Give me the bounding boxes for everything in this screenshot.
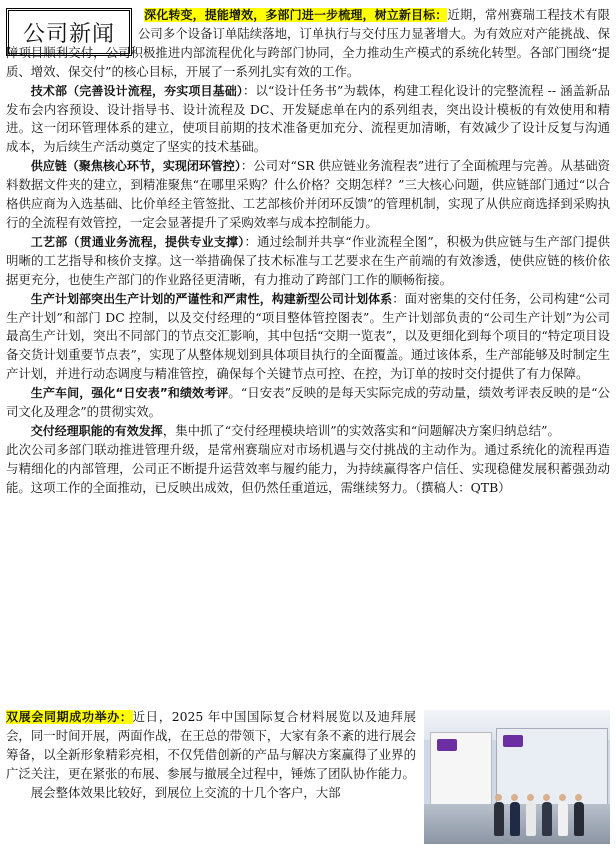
lead-text: 近期，常州赛瑞工程技术有限公司多个设备订单陆续落地，订单执行与交付压力显著增大。为有效应对产能挑战、保障项目顺利交付，公司积极推进内部流程优化与跨部门协同，全力推动生产模式的系统化转型。各部门围绕“提质、增效、保交付”的核心目标，开展了一系列扎实有效的工作。 [6,7,610,79]
lead-headline: 深化转变，提能增效，多部门进一步梳理，树立新目标： [144,8,448,22]
title-spacer [6,6,138,42]
booth-logo-icon [503,735,523,747]
photo-person-head [543,794,550,801]
delivery-paragraph [6,422,610,441]
craft-paragraph [6,233,610,290]
exhibition-text: 近日，2025 年中国国际复合材料展览以及迪拜展会，同一时间开展，两面作战，在王总的带领下，大家有条不紊的进行展会筹备，以全新形象精彩亮相，不仅凭借创新的产品与解决方案赢得了业界的广泛关注，更在紧张的布展、参展与撤展全过程中，锤炼了团队协作能力。 [6,709,416,781]
tech-paragraph [6,82,610,158]
section-title: 公司新闻 [22,21,115,47]
photo-person-head [559,794,566,801]
craft-heading: 工艺部（贯通业务流程，提供专业支撑） [30,234,245,249]
plan-heading: 生产计划部突出生产计划的严谨性和严肃性，构建新型公司计划体系 [30,291,393,306]
workshop-paragraph [6,384,610,422]
supply-paragraph [6,157,610,233]
exhibition-heading: 双展会同期成功举办： [6,710,133,724]
plan-paragraph [6,290,610,385]
photo-person-head [511,794,518,801]
tech-text: ：以“设计任务书”为载体，构建工程化设计的完整流程 -- 涵盖新品发布会内容预设、设计指导书、设计流程及 DC、开发疑虑单在内的系列组表，突出设计模板的有效使用和精进。这一闭环管理体系的建立，使项目前期的技术准备更加充分、流程更加清晰，有效减少了设计反复与沟通成本，为后续生产活动奠定了坚实的技术基础。 [6,82,610,155]
booth-logo-icon [437,739,457,751]
delivery-text: ，集中抓了“交付经理模块培训”的实效落实和“问题解决方案归纳总结”。 [162,422,560,438]
summary-paragraph: 此次公司多部门联动推进管理升级，是常州赛瑞应对市场机遇与交付挑战的主动作为。通过系统化的流程再造与精细化的内部管理，公司正不断提升运营效率与履约能力，为持续赢得客户信任、实现稳健发展积蓄强劲动能。这项工作的全面推动，已反映出成效，但仍然任重道远，需继续努力。（撰稿人：QTB） [6,441,610,495]
workshop-text: 。“日安表”反映的是每天实际完成的劳动量，绩效考评表反映的是“公司文化及理念”的贯彻实效。 [6,385,610,420]
exhibition-booth-photo [424,710,610,844]
photo-person [574,802,584,836]
photo-person [542,802,552,836]
plan-text: ：面对密集的交付任务，公司构建“公司生产计划”和部门 DC 控制，以及交付经理的“项目整体管控图表”。生产计划部负责的“公司生产计划”为公司最高生产计划，突出不同部门的节点交汇影响，其中包括“交期一览表”，以及更细化到每个项目的“特定项目设备交货计划重要节点表”，实现了从整体规划到具体项目执行的全面覆盖。通过该体系，生产部能够及时制定生产计划，并进行动态调度与精准管控，确保每个关键节点可控、在控，为订单的按时交付提供了有力保障。 [6,290,610,382]
delivery-heading: 交付经理职能的有效发挥 [30,423,163,438]
photo-person-head [575,794,582,801]
photo-booth-left [430,732,492,806]
photo-person [494,802,504,836]
supply-text: ：公司对“SR 供应链业务流程表”进行了全面梳理与完善。从基础资料数据文件夹的建立，到精准聚焦“在哪里采购？什么价格？交期怎样？”三大核心问题，供应链部门通过“以合格供应商为入选基础、比价单经主管签批、工艺部核价并闭环反馈”的管理机制，实现了从供应商选择到采购执行的全流程有效管控，一定会显著提升了采购效率与成本控制能力。 [6,158,610,230]
photo-person [558,802,568,836]
photo-person [526,802,536,836]
exhibition-paragraph-2: 展会整体效果比较好，到展位上交流的十几个客户，大部 [30,784,341,800]
exhibition-section [6,708,610,844]
tech-heading: 技术部（完善设计流程，夯实项目基础） [30,83,243,98]
company-news-article [6,6,610,498]
photo-person-head [527,794,534,801]
craft-text: ：通过绘制并共享“作业流程全图”，积极为供应链与生产部门提供明晰的工艺指导和核价支撑。这一举措确保了技术标准与工艺要求在生产前端的有效渗透，使供应链的核价依据更充分，也使生产部门的作业路径更清晰，有力推动了跨部门工作的顺畅衔接。 [6,233,610,287]
workshop-heading: 生产车间，强化“日安表”和绩效考评 [30,386,229,401]
supply-heading: 供应链（聚焦核心环节，实现闭环管控） [30,159,241,174]
photo-person-head [495,794,502,801]
photo-person [510,802,520,836]
